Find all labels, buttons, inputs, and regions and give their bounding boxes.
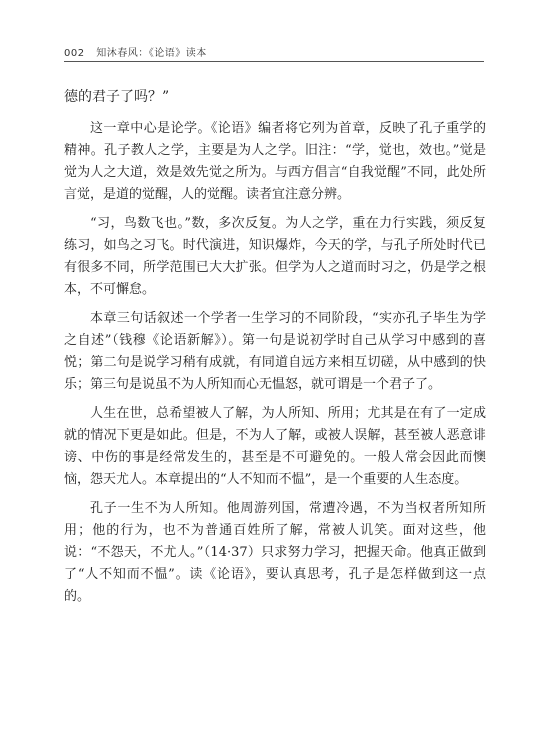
paragraph-continuation: 德的君子了吗？” [64,89,170,105]
header-rule [64,61,484,62]
paragraph-5: 孔子一生不为人所知。他周游列国，常遭冷遇，不为当权者所知所用；他的行为，也不为普通百姓所了解，常被人讥笑。面对这些，他说：“不怨天，不尤人。”（14·37）只求努力学习，把握天命。他真正做到了“人不知而不愠”。读《论语》，要认真思考，孔子是怎样做到这一点的。 [64,501,486,604]
running-header [64,44,207,59]
book-title: 知沐春风：《论语》读本 [96,48,207,59]
page-number: 002 [64,48,85,59]
paragraph-2: “习，鸟数飞也。”数，多次反复。为人之学，重在力行实践，须反复练习，如鸟之习飞。时代演进，知识爆炸，今天的学，与孔子所处时代已有很多不同，所学范围已大大扩张。但学为人之道而时习之，仍是学之根本，不可懈怠。 [64,216,486,297]
paragraph-4: 人生在世，总希望被人了解，为人所知、所用；尤其是在有了一定成就的情况下更是如此。但是，不为人了解，或被人误解，甚至被人恶意诽谤、中伤的事是经常发生的，甚至是不可避免的。一般人常会因此而懊恼，怨天尤人。本章提出的“人不知而不愠”，是一个重要的人生态度。 [64,406,486,487]
paragraph-1: 这一章中心是论学。《论语》编者将它列为首章，反映了孔子重学的精神。孔子教人之学，主要是为人之学。旧注：“学，觉也，效也。”觉是觉为人之大道，效是效先觉之所为。与西方倡言“自我觉醒”不同，此处所言觉，是道的觉醒，人的觉醒。读者宜注意分辨。 [64,121,486,202]
body-text [64,86,486,615]
paragraph-3: 本章三句话叙述一个学者一生学习的不同阶段，“实亦孔子毕生为学之自述”（钱穆《论语新解》）。第一句是说初学时自己从学习中感到的喜悦；第二句是说学习稍有成就，有同道自远方来相互切磋，从中感到的快乐；第三句是说虽不为人所知而心无愠怒，就可谓是一个君子了。 [64,311,486,392]
